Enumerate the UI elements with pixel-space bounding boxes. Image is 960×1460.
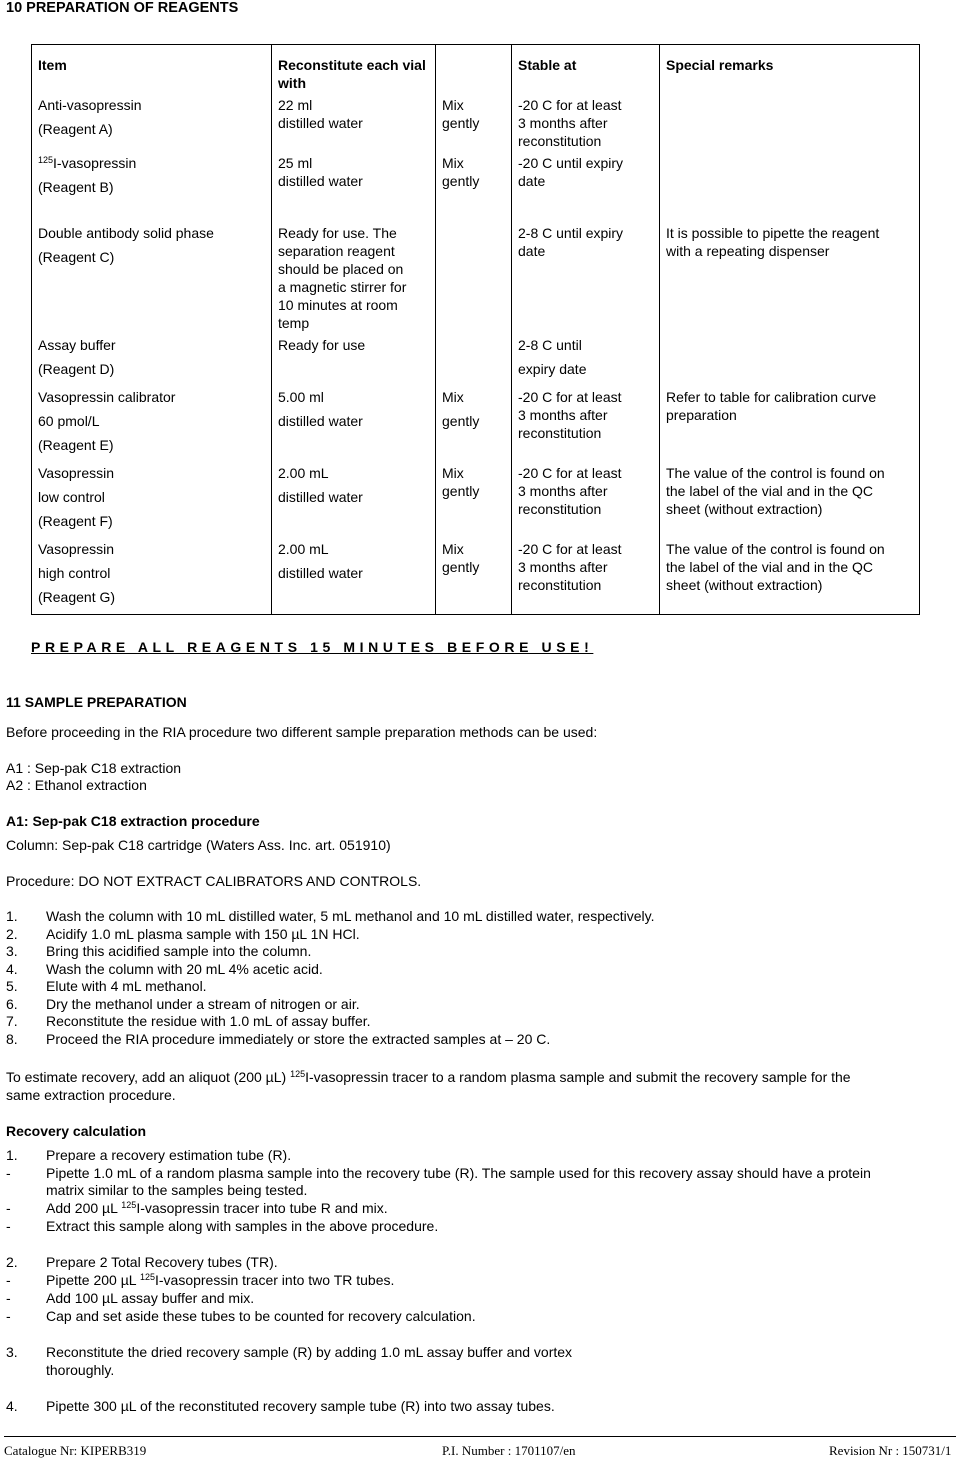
- table-cell-line: distilled water: [278, 565, 363, 581]
- table-cell-line: Refer to table for calibration curve: [666, 389, 877, 405]
- step-text: Wash the column with 10 mL distilled water, 5 mL methanol and 10 mL distilled water, respectively.: [46, 908, 655, 924]
- table-cell-line: (Reagent A): [38, 121, 113, 137]
- table-cell-line: Mix: [442, 541, 464, 557]
- table-cell-item: [32, 538, 272, 615]
- table-cell-line: 3 months after: [518, 407, 608, 423]
- table-cell-stable: [512, 152, 660, 204]
- table-row: [32, 386, 920, 462]
- recovery-intro-a: To estimate recovery, add an aliquot (200 µL): [6, 1069, 291, 1085]
- recovery-step-text-b: I-vasopressin tracer into tube R and mix.: [136, 1200, 388, 1216]
- table-cell-stable: [512, 462, 660, 538]
- table-cell-line: reconstitution: [518, 133, 602, 149]
- table-row: [32, 334, 920, 386]
- recovery-step-marker: -: [6, 1308, 11, 1324]
- step-text: Proceed the RIA procedure immediately or store the extracted samples at – 20 C.: [46, 1030, 551, 1047]
- table-cell-line: (Reagent B): [38, 179, 114, 195]
- superscript: 125: [121, 1200, 137, 1210]
- recovery-step-text: Prepare a recovery estimation tube (R).: [46, 1147, 292, 1163]
- step-number: 4.: [6, 960, 18, 977]
- table-cell-stable: [512, 386, 660, 462]
- recovery-intro-b: I-vasopressin tracer to a random plasma sample and submit the recovery sample for the: [305, 1069, 851, 1085]
- table-cell-line: Ready for use. The: [278, 225, 397, 241]
- table-cell-line: date: [518, 243, 546, 259]
- table-cell-stable: [512, 204, 660, 334]
- table-cell-line: distilled water: [278, 489, 363, 505]
- table-row: [32, 538, 920, 615]
- recovery-step-marker: 3.: [6, 1344, 18, 1360]
- table-cell-line: distilled water: [278, 173, 363, 189]
- table-cell-line: Double antibody solid phase: [38, 225, 214, 241]
- table-cell-line: temp: [278, 315, 310, 331]
- header-item: Item: [32, 45, 272, 95]
- table-cell-line: 25 ml: [278, 155, 313, 171]
- header-stable: Stable at: [512, 45, 660, 95]
- table-cell-mix: [436, 462, 512, 538]
- table-cell-line: (Reagent E): [38, 437, 114, 453]
- table-cell-line: -20 C for at least: [518, 389, 622, 405]
- recovery-step-text-a: Add 200 µL: [46, 1200, 122, 1216]
- step-text: Elute with 4 mL methanol.: [46, 978, 207, 994]
- table-cell-remarks: [660, 462, 920, 538]
- table-cell-line: (Reagent C): [38, 249, 115, 265]
- table-cell-line: -20 C for at least: [518, 465, 622, 481]
- table-cell-recon: [272, 538, 436, 615]
- step-number: 3.: [6, 943, 18, 959]
- header-remarks: Special remarks: [660, 45, 920, 95]
- recovery-step-text: [46, 1200, 954, 1218]
- table-cell-line: gently: [442, 483, 480, 499]
- table-cell-line: a magnetic stirrer for: [278, 279, 407, 295]
- footer-catalogue: Catalogue Nr: KIPERB319: [4, 1443, 147, 1458]
- recovery-step-text: Prepare 2 Total Recovery tubes (TR).: [46, 1254, 278, 1270]
- recovery-step-text-b: I-vasopressin tracer into two TR tubes.: [154, 1272, 395, 1288]
- step-text: Wash the column with 20 mL 4% acetic acid.: [46, 960, 323, 977]
- table-cell-line: expiry date: [518, 361, 587, 377]
- table-cell-line: Mix: [442, 389, 464, 405]
- table-cell-stable: [512, 94, 660, 152]
- table-cell-item: [32, 462, 272, 538]
- column-text: Column: Sep-pak C18 cartridge (Waters Ass. Inc. art. 051910): [6, 837, 391, 853]
- section-11-title: 11 SAMPLE PREPARATION: [6, 694, 187, 710]
- table-cell-line: Mix: [442, 465, 464, 481]
- table-cell-line: distilled water: [278, 115, 363, 131]
- table-cell-line: The value of the control is found on: [666, 465, 885, 481]
- step-number: 2.: [6, 925, 18, 942]
- recovery-step-text: Add 100 µL assay buffer and mix.: [46, 1290, 255, 1306]
- table-cell-line: (Reagent D): [38, 361, 115, 377]
- recovery-step-marker: -: [6, 1272, 11, 1288]
- table-cell-line: gently: [442, 173, 480, 189]
- method-a1: A1 : Sep-pak C18 extraction: [6, 760, 182, 776]
- recovery-step-marker: -: [6, 1218, 11, 1234]
- table-cell-remarks: [660, 386, 920, 462]
- table-row: [32, 462, 920, 538]
- table-cell-line: Vasopressin: [38, 541, 115, 557]
- table-cell-recon: [272, 386, 436, 462]
- table-cell-line: Ready for use: [278, 337, 366, 353]
- footer-revision: Revision Nr : 150731/1: [829, 1443, 952, 1458]
- table-cell-line: 3 months after: [518, 115, 608, 131]
- table-cell-line: Mix: [442, 97, 464, 113]
- table-cell-line: with a repeating dispenser: [666, 243, 830, 259]
- table-cell-line: [38, 154, 265, 172]
- table-cell-line: reconstitution: [518, 425, 602, 441]
- table-cell-mix: [436, 334, 512, 386]
- table-cell-mix: [436, 204, 512, 334]
- table-cell-remarks: [660, 204, 920, 334]
- superscript: 125: [139, 1272, 155, 1282]
- table-row: [32, 94, 920, 152]
- table-cell-line: 2.00 mL: [278, 465, 329, 481]
- recovery-step-text: Reconstitute the dried recovery sample (R) by adding 1.0 mL assay buffer and vortex: [46, 1344, 573, 1360]
- table-cell-mix: [436, 152, 512, 204]
- intro-text: Before proceeding in the RIA procedure two different sample preparation methods can be used:: [6, 724, 598, 740]
- table-cell-recon: [272, 462, 436, 538]
- header-mix: [436, 45, 512, 95]
- step-text: Reconstitute the residue with 1.0 mL of assay buffer.: [46, 1013, 371, 1029]
- recovery-step-text: Pipette 300 µL of the reconstituted recovery sample tube (R) into two assay tubes.: [46, 1398, 555, 1414]
- footer-pi: P.I. Number : 1701107/en: [442, 1443, 576, 1458]
- recovery-step-text-a: Pipette 200 µL: [46, 1272, 140, 1288]
- table-cell-line: 3 months after: [518, 559, 608, 575]
- table-cell-line: sheet (without extraction): [666, 577, 823, 593]
- recovery-step-marker: -: [6, 1200, 11, 1216]
- recovery-step-text: matrix similar to the samples being tested.: [46, 1182, 308, 1198]
- table-cell-item: [32, 94, 272, 152]
- table-cell-line: preparation: [666, 407, 737, 423]
- table-cell-mix: [436, 538, 512, 615]
- table-cell-text: I-vasopressin: [53, 155, 137, 171]
- table-cell-remarks: [660, 152, 920, 204]
- table-cell-remarks: [660, 94, 920, 152]
- table-cell-line: reconstitution: [518, 577, 602, 593]
- table-cell-item: [32, 204, 272, 334]
- step-text: Dry the methanol under a stream of nitrogen or air.: [46, 995, 360, 1012]
- recovery-step-marker: -: [6, 1165, 11, 1181]
- table-cell-line: 3 months after: [518, 483, 608, 499]
- table-cell-line: 2.00 mL: [278, 541, 329, 557]
- step-number: 1.: [6, 908, 18, 924]
- table-cell-mix: [436, 386, 512, 462]
- table-cell-stable: [512, 334, 660, 386]
- table-cell-recon: [272, 204, 436, 334]
- table-cell-line: 5.00 ml: [278, 389, 324, 405]
- table-cell-line: Assay buffer: [38, 337, 116, 353]
- table-cell-line: 2-8 C until: [518, 337, 582, 353]
- header-reconstitute: Reconstitute each vial with: [272, 45, 436, 95]
- table-cell-line: high control: [38, 565, 111, 581]
- table-cell-line: It is possible to pipette the reagent: [666, 225, 880, 241]
- table-cell-line: Vasopressin calibrator: [38, 389, 176, 405]
- prepare-notice: PREPARE ALL REAGENTS 15 MINUTES BEFORE USE!: [31, 639, 594, 655]
- table-cell-line: gently: [442, 115, 480, 131]
- table-cell-stable: [512, 538, 660, 615]
- table-cell-line: distilled water: [278, 413, 363, 429]
- recovery-title: Recovery calculation: [6, 1123, 147, 1139]
- recovery-intro: [6, 1069, 956, 1087]
- recovery-step-text: Extract this sample along with samples in the above procedure.: [46, 1218, 439, 1234]
- recovery-step-text: Pipette 1.0 mL of a random plasma sample into the recovery tube (R). The sample used for this recovery assay should have a protein: [46, 1165, 871, 1181]
- recovery-intro-c: same extraction procedure.: [6, 1087, 176, 1103]
- section-10-title: 10 PREPARATION OF REAGENTS: [6, 0, 239, 16]
- recovery-step-text: Cap and set aside these tubes to be counted for recovery calculation.: [46, 1308, 476, 1324]
- recovery-step-text: [46, 1272, 954, 1290]
- table-cell-recon: [272, 94, 436, 152]
- reagents-table: [31, 44, 920, 615]
- table-cell-line: separation reagent: [278, 243, 395, 259]
- step-number: 8.: [6, 1030, 18, 1047]
- recovery-step-text: thoroughly.: [46, 1362, 115, 1378]
- table-cell-line: sheet (without extraction): [666, 501, 823, 517]
- table-header-row: [32, 45, 920, 95]
- step-number: 6.: [6, 995, 18, 1012]
- table-cell-line: 60 pmol/L: [38, 413, 100, 429]
- table-cell-line: -20 C for at least: [518, 97, 622, 113]
- table-cell-line: the label of the vial and in the QC: [666, 483, 874, 499]
- table-cell-remarks: [660, 334, 920, 386]
- recovery-step-marker: -: [6, 1290, 11, 1306]
- step-number: 7.: [6, 1013, 18, 1029]
- table-cell-line: low control: [38, 489, 105, 505]
- table-cell-recon: [272, 334, 436, 386]
- step-text: Acidify 1.0 mL plasma sample with 150 µL 1N HCl.: [46, 925, 360, 942]
- table-cell-line: the label of the vial and in the QC: [666, 559, 874, 575]
- superscript: 125: [38, 155, 54, 165]
- step-text: Bring this acidified sample into the column.: [46, 943, 312, 959]
- table-cell-line: Vasopressin: [38, 465, 115, 481]
- table-cell-line: 2-8 C until expiry: [518, 225, 624, 241]
- recovery-step-marker: 1.: [6, 1147, 18, 1163]
- table-cell-item: [32, 152, 272, 204]
- method-a2: A2 : Ethanol extraction: [6, 777, 147, 793]
- a1-title: A1: Sep-pak C18 extraction procedure: [6, 813, 260, 829]
- table-cell-line: 10 minutes at room: [278, 297, 398, 313]
- recovery-step-marker: 2.: [6, 1254, 18, 1270]
- table-cell-line: reconstitution: [518, 501, 602, 517]
- recovery-step-marker: 4.: [6, 1398, 18, 1414]
- table-row: [32, 204, 920, 334]
- table-cell-item: [32, 334, 272, 386]
- table-row: [32, 152, 920, 204]
- table-cell-line: date: [518, 173, 546, 189]
- footer-rule: [4, 1436, 956, 1437]
- table-cell-line: should be placed on: [278, 261, 404, 277]
- table-cell-item: [32, 386, 272, 462]
- table-cell-line: gently: [442, 559, 480, 575]
- table-cell-line: (Reagent G): [38, 589, 116, 605]
- table-cell-line: -20 C until expiry: [518, 155, 624, 171]
- procedure-text: Procedure: DO NOT EXTRACT CALIBRATORS AND CONTROLS.: [6, 873, 422, 889]
- table-cell-line: gently: [442, 413, 480, 429]
- table-cell-line: (Reagent F): [38, 513, 113, 529]
- table-cell-line: Mix: [442, 155, 464, 171]
- table-cell-line: Anti-vasopressin: [38, 97, 142, 113]
- recovery-intro-sup: 125: [290, 1069, 306, 1079]
- table-cell-remarks: [660, 538, 920, 615]
- table-cell-line: 22 ml: [278, 97, 313, 113]
- table-cell-line: -20 C for at least: [518, 541, 622, 557]
- table-cell-recon: [272, 152, 436, 204]
- table-cell-line: The value of the control is found on: [666, 541, 885, 557]
- step-number: 5.: [6, 978, 18, 994]
- table-cell-mix: [436, 94, 512, 152]
